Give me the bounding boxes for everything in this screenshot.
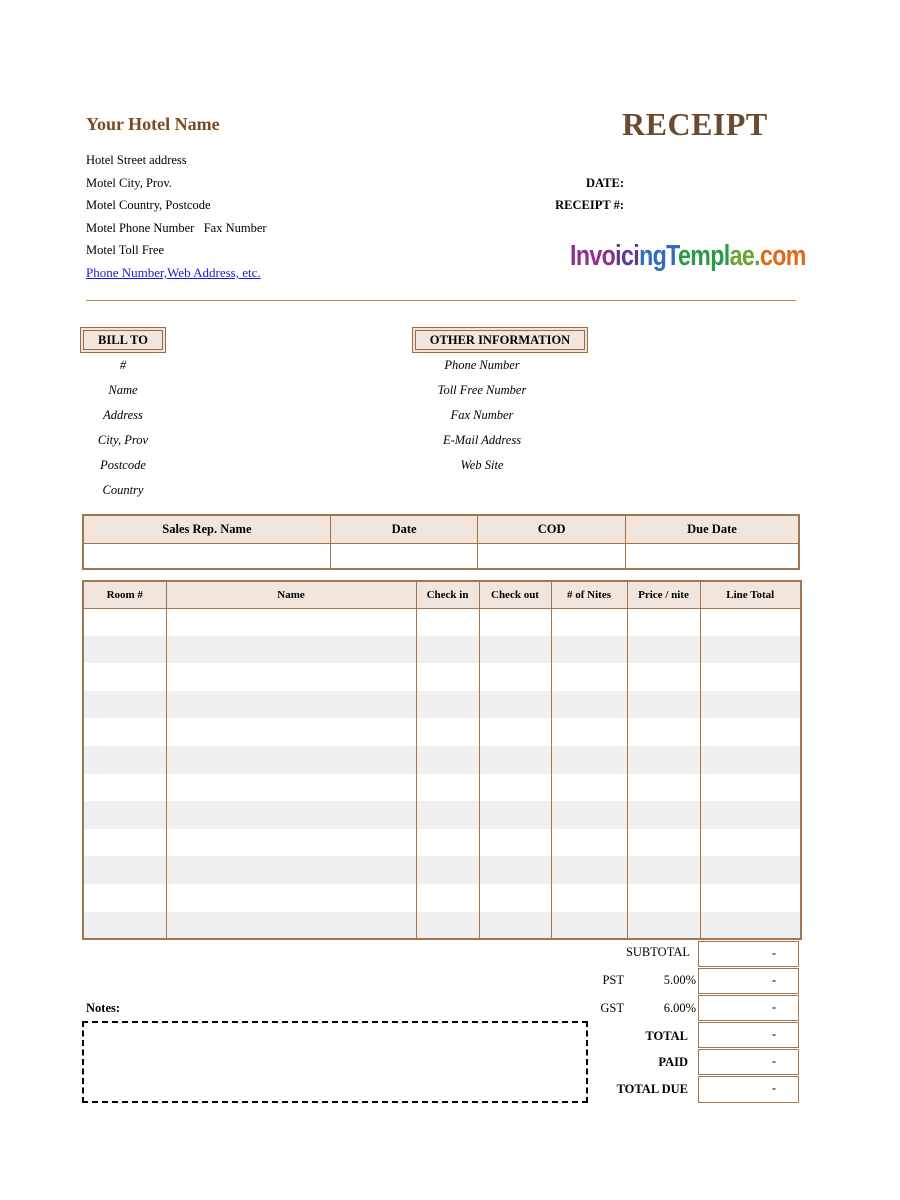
- address-line-country: Motel Country, Postcode: [86, 198, 211, 212]
- line-total-cell[interactable]: [700, 663, 801, 691]
- check-out-cell[interactable]: [479, 663, 551, 691]
- line-total-cell[interactable]: [700, 746, 801, 774]
- price-per-nite-cell[interactable]: [627, 608, 700, 636]
- nites-cell[interactable]: [551, 912, 627, 940]
- price-per-nite-cell[interactable]: [627, 829, 700, 857]
- other-info-website-label: Web Site: [460, 458, 504, 472]
- line-total-cell[interactable]: [700, 856, 801, 884]
- table-row: [83, 856, 801, 884]
- line-total-header: Line Total: [700, 581, 801, 608]
- name-cell[interactable]: [166, 718, 416, 746]
- due-date-header: Due Date: [625, 515, 799, 543]
- name-cell[interactable]: [166, 884, 416, 912]
- paid-value: -: [698, 1049, 799, 1075]
- other-info-heading: OTHER INFORMATION: [412, 327, 588, 353]
- line-total-cell[interactable]: [700, 829, 801, 857]
- bill-to-name-label: Name: [108, 383, 138, 397]
- bill-to-number-label: #: [119, 358, 127, 372]
- bill-to-city-label: City, Prov: [97, 433, 149, 447]
- line-total-cell[interactable]: [700, 801, 801, 829]
- check-out-cell[interactable]: [479, 856, 551, 884]
- cod-header: COD: [478, 515, 626, 543]
- name-cell[interactable]: [166, 691, 416, 719]
- line-total-cell[interactable]: [700, 691, 801, 719]
- table-row: [83, 636, 801, 664]
- check-out-cell[interactable]: [479, 746, 551, 774]
- sales-rep-header: Sales Rep. Name: [83, 515, 330, 543]
- name-cell[interactable]: [166, 636, 416, 664]
- check-in-cell[interactable]: [416, 746, 479, 774]
- line-total-cell[interactable]: [700, 636, 801, 664]
- table-row: [83, 691, 801, 719]
- room-number-cell[interactable]: [83, 884, 166, 912]
- pst-label: PST: [602, 973, 624, 987]
- check-in-cell[interactable]: [416, 718, 479, 746]
- check-in-cell[interactable]: [416, 663, 479, 691]
- check-in-header: Check in: [416, 581, 479, 608]
- price-per-nite-header: Price / nite: [627, 581, 700, 608]
- name-cell[interactable]: [166, 774, 416, 802]
- check-in-cell[interactable]: [416, 636, 479, 664]
- subtotal-value: -: [698, 941, 799, 967]
- header-divider: [86, 300, 796, 301]
- nites-cell[interactable]: [551, 718, 627, 746]
- notes-label: Notes:: [86, 1001, 121, 1015]
- room-number-cell[interactable]: [83, 636, 166, 664]
- table-row: [83, 912, 801, 940]
- name-cell[interactable]: [166, 856, 416, 884]
- room-number-header: Room #: [83, 581, 166, 608]
- address-line-tollfree: Motel Toll Free: [86, 243, 165, 257]
- table-row: [83, 663, 801, 691]
- nites-cell[interactable]: [551, 856, 627, 884]
- hotel-name: Your Hotel Name: [86, 114, 220, 134]
- price-per-nite-cell[interactable]: [627, 663, 700, 691]
- name-cell[interactable]: [166, 912, 416, 940]
- table-row: [83, 801, 801, 829]
- room-number-cell[interactable]: [83, 856, 166, 884]
- receipt-number-label: RECEIPT #:: [555, 198, 624, 212]
- bill-to-postcode-label: Postcode: [100, 458, 146, 472]
- address-line-city: Motel City, Prov.: [86, 176, 172, 190]
- room-number-cell[interactable]: [83, 801, 166, 829]
- room-items-table: [82, 580, 802, 940]
- address-line-phone: Motel Phone Number Fax Number: [86, 221, 267, 235]
- date-label: DATE:: [586, 176, 624, 190]
- name-cell[interactable]: [166, 746, 416, 774]
- total-due-value: -: [698, 1076, 799, 1103]
- check-out-cell[interactable]: [479, 608, 551, 636]
- price-per-nite-cell[interactable]: [627, 774, 700, 802]
- check-in-cell[interactable]: [416, 912, 479, 940]
- check-out-cell[interactable]: [479, 691, 551, 719]
- name-cell[interactable]: [166, 829, 416, 857]
- nites-cell[interactable]: [551, 663, 627, 691]
- nites-cell[interactable]: [551, 691, 627, 719]
- check-out-cell[interactable]: [479, 774, 551, 802]
- gst-value: -: [698, 995, 799, 1021]
- price-per-nite-cell[interactable]: [627, 801, 700, 829]
- line-total-cell[interactable]: [700, 718, 801, 746]
- name-header: Name: [166, 581, 416, 608]
- company-logo: InvoicingTemplae.com: [570, 240, 806, 272]
- price-per-nite-cell[interactable]: [627, 856, 700, 884]
- table-row: [83, 746, 801, 774]
- gst-label: GST: [600, 1001, 624, 1015]
- web-address-link[interactable]: Phone Number,Web Address, etc.: [86, 265, 261, 280]
- date-header: Date: [330, 515, 478, 543]
- other-info-fax-label: Fax Number: [450, 408, 514, 422]
- address-line-street: Hotel Street address: [86, 153, 187, 167]
- bill-to-heading: BILL TO: [80, 327, 166, 353]
- subtotal-label: SUBTOTAL: [625, 945, 690, 959]
- nites-cell[interactable]: [551, 801, 627, 829]
- total-due-label: TOTAL DUE: [616, 1082, 688, 1096]
- check-in-cell[interactable]: [416, 608, 479, 636]
- name-cell[interactable]: [166, 801, 416, 829]
- price-per-nite-cell[interactable]: [627, 718, 700, 746]
- nites-header: # of Nites: [551, 581, 627, 608]
- pst-value: -: [698, 968, 799, 994]
- check-in-cell[interactable]: [416, 884, 479, 912]
- table-row: [83, 608, 801, 636]
- total-value: -: [698, 1022, 799, 1048]
- paid-label: PAID: [658, 1055, 688, 1069]
- other-info-tollfree-label: Toll Free Number: [437, 383, 527, 397]
- check-out-cell[interactable]: [479, 884, 551, 912]
- date-cell[interactable]: [330, 543, 478, 569]
- bill-to-country-label: Country: [102, 483, 144, 497]
- table-row: [83, 774, 801, 802]
- price-per-nite-cell[interactable]: [627, 884, 700, 912]
- line-total-cell[interactable]: [700, 608, 801, 636]
- price-per-nite-cell[interactable]: [627, 691, 700, 719]
- room-number-cell[interactable]: [83, 691, 166, 719]
- room-number-cell[interactable]: [83, 774, 166, 802]
- table-row: [83, 829, 801, 857]
- sales-rep-cell[interactable]: [83, 543, 330, 569]
- room-number-cell[interactable]: [83, 608, 166, 636]
- table-row: [83, 718, 801, 746]
- gst-rate: 6.00%: [663, 1001, 696, 1015]
- room-number-cell[interactable]: [83, 829, 166, 857]
- pst-rate: 5.00%: [663, 973, 696, 987]
- check-in-cell[interactable]: [416, 829, 479, 857]
- check-out-cell[interactable]: [479, 636, 551, 664]
- cod-cell[interactable]: [478, 543, 626, 569]
- receipt-title: RECEIPT: [622, 106, 768, 142]
- check-in-cell[interactable]: [416, 801, 479, 829]
- check-in-cell[interactable]: [416, 774, 479, 802]
- room-number-cell[interactable]: [83, 718, 166, 746]
- nites-cell[interactable]: [551, 884, 627, 912]
- name-cell[interactable]: [166, 663, 416, 691]
- nites-cell[interactable]: [551, 829, 627, 857]
- check-out-cell[interactable]: [479, 829, 551, 857]
- price-per-nite-cell[interactable]: [627, 746, 700, 774]
- nites-cell[interactable]: [551, 774, 627, 802]
- check-in-cell[interactable]: [416, 691, 479, 719]
- check-in-cell[interactable]: [416, 856, 479, 884]
- nites-cell[interactable]: [551, 636, 627, 664]
- nites-cell[interactable]: [551, 746, 627, 774]
- price-per-nite-cell[interactable]: [627, 912, 700, 940]
- check-out-cell[interactable]: [479, 801, 551, 829]
- room-number-cell[interactable]: [83, 663, 166, 691]
- check-out-cell[interactable]: [479, 718, 551, 746]
- check-out-header: Check out: [479, 581, 551, 608]
- line-total-cell[interactable]: [700, 912, 801, 940]
- bill-to-address-label: Address: [103, 408, 143, 422]
- room-number-cell[interactable]: [83, 912, 166, 940]
- room-number-cell[interactable]: [83, 746, 166, 774]
- other-info-email-label: E-Mail Address: [442, 433, 522, 447]
- total-label: TOTAL: [645, 1029, 688, 1043]
- line-total-cell[interactable]: [700, 774, 801, 802]
- line-total-cell[interactable]: [700, 884, 801, 912]
- check-out-cell[interactable]: [479, 912, 551, 940]
- nites-cell[interactable]: [551, 608, 627, 636]
- notes-box[interactable]: [82, 1021, 588, 1103]
- price-per-nite-cell[interactable]: [627, 636, 700, 664]
- other-info-phone-label: Phone Number: [444, 358, 520, 372]
- name-cell[interactable]: [166, 608, 416, 636]
- due-date-cell[interactable]: [625, 543, 799, 569]
- sales-rep-table: [82, 514, 800, 570]
- table-row: [83, 884, 801, 912]
